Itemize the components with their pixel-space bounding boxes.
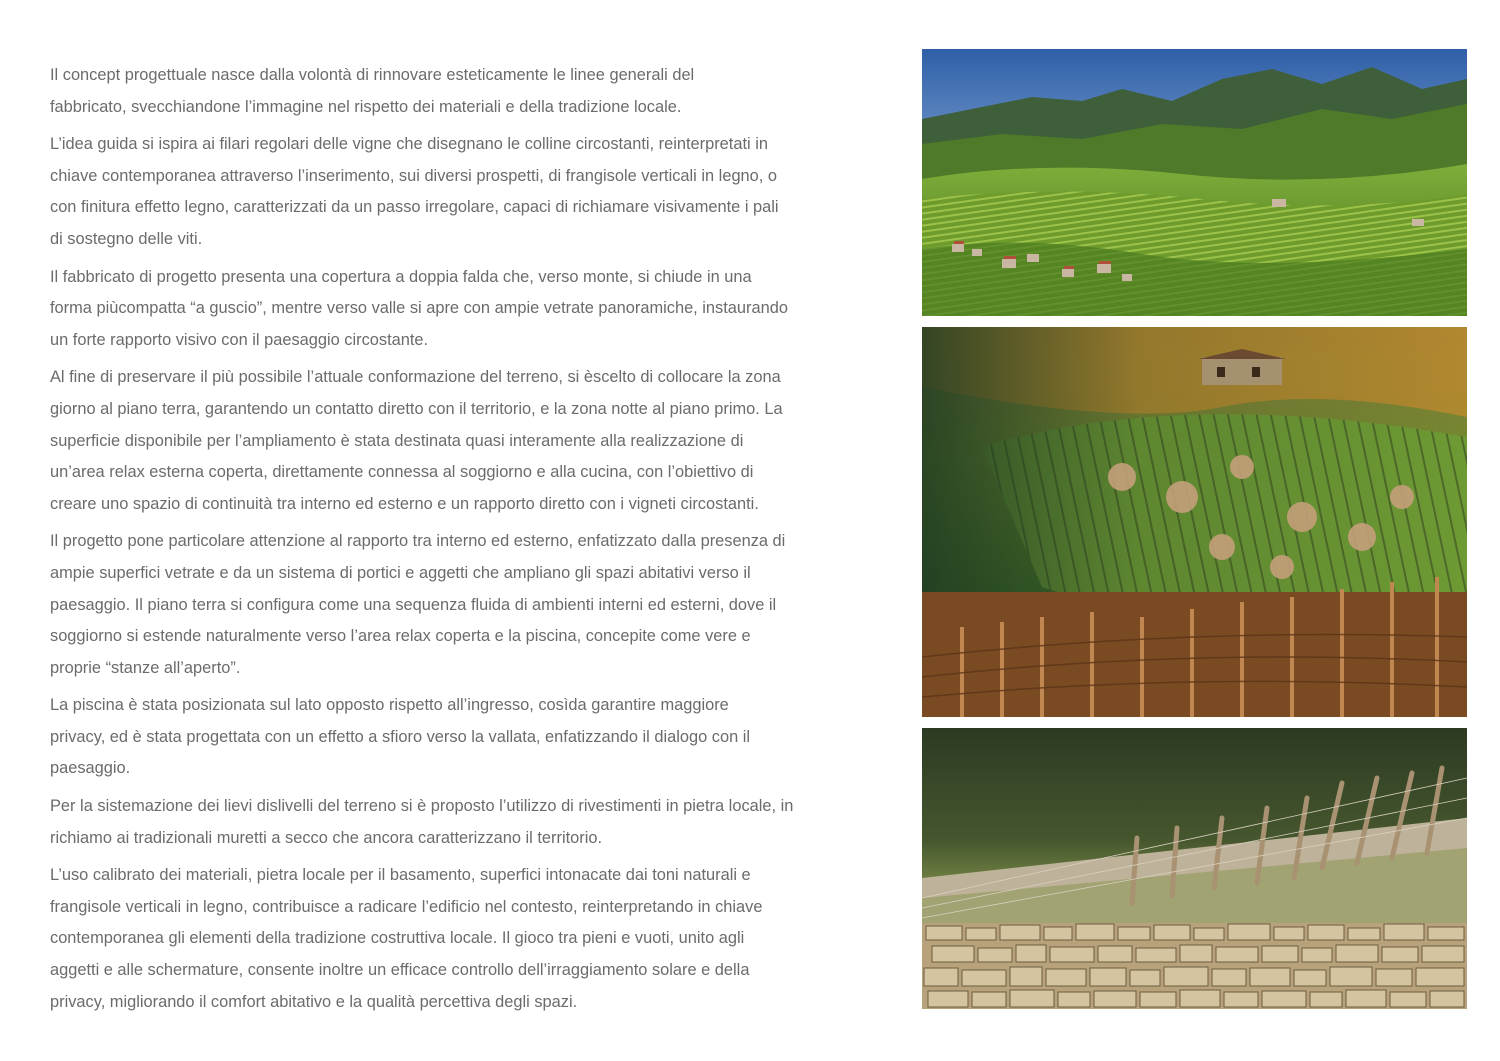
autumn-vineyard-photo [922, 327, 1467, 717]
vineyard-hills-image [922, 49, 1467, 316]
text-column [50, 60, 850, 1024]
paragraph-guiding-idea: L’idea guida si ispira ai filari regolari delle vigne che disegnano le colline circostanti, reinterpretati in chiave contemporanea attraverso l’inserimento, sui diversi prospetti, di frangisole verticali in legno, o con finitura effetto legno, caratterizzati da un passo irregolare, capaci di richiamare visivamente i pali di sostegno delle viti. [50, 135, 779, 248]
paragraph-concept: Il concept progettuale nasce dalla volontà di rinnovare esteticamente le linee generali del fabbricato, svecchiandone l’immagine nel rispetto dei materiali e della tradizione locale. [50, 66, 695, 116]
photo-column [922, 49, 1467, 1020]
autumn-vineyard-image [922, 327, 1467, 717]
paragraph-layout: Al fine di preservare il più possibile l’attuale conformazione del terreno, si èscelto di collocare la zona giorno al piano terra, garantendo un contatto diretto con il territorio, e la zona notte al piano primo. La superficie disponibile per l’ampliamento è stata destinata quasi interamente alla realizzazione di un’area relax esterna coperta, direttamente connessa al soggiorno e alla cucina, con l’obiettivo di creare uno spazio di continuità tra interno ed esterno e un rapporto diretto con i vigneti circostanti. [50, 368, 783, 513]
vineyard-hills-photo [922, 49, 1467, 316]
paragraph-indoor-outdoor: Il progetto pone particolare attenzione al rapporto tra interno ed esterno, enfatizzato dalla presenza di ampie superfici vetrate e da un sistema di portici e aggetti che ampliano gli spazi abitativi verso il paesaggio. Il piano terra si configura come una sequenza fluida di ambienti interni ed esterni, dove il soggiorno si estende naturalmente verso l’area relax coperta e la piscina, concepite come vere e proprie “stanze all’aperto”. [50, 532, 786, 677]
dry-stone-wall-photo [922, 728, 1467, 1009]
paragraph-roof: Il fabbricato di progetto presenta una copertura a doppia falda che, verso monte, si chiude in una forma piùcompatta “a guscio”, mentre verso valle si apre con ampie vetrate panoramiche, instaurando un forte rapporto visivo con il paesaggio circostante. [50, 267, 788, 349]
paragraph-stone-walls: Per la sistemazione dei lievi dislivelli del terreno si è proposto l’utilizzo di rivestimenti in pietra locale, in richiamo ai tradizionali muretti a secco che ancora caratterizzano il territorio. [50, 797, 794, 847]
paragraph-materials: L’uso calibrato dei materiali, pietra locale per il basamento, superfici intonacate dai toni naturali e frangisole verticali in legno, contribuisce a radicare l’edificio nel contesto, reinterpretando in chiave contemporanea gli elementi della tradizione costruttiva locale. Il gioco tra pieni e vuoti, unito agli aggetti e alle schermature, consente inoltre un efficace controllo dell’irraggiamento solare e della privacy, migliorando il comfort abitativo e la qualità percettiva degli spazi. [50, 866, 763, 1011]
paragraph-pool: La piscina è stata posizionata sul lato opposto rispetto all’ingresso, cosìda garantire maggiore privacy, ed è stata progettata con un effetto a sfioro verso la vallata, enfatizzando il dialogo con il paesaggio. [50, 696, 751, 778]
dry-stone-wall-image [922, 728, 1467, 1009]
